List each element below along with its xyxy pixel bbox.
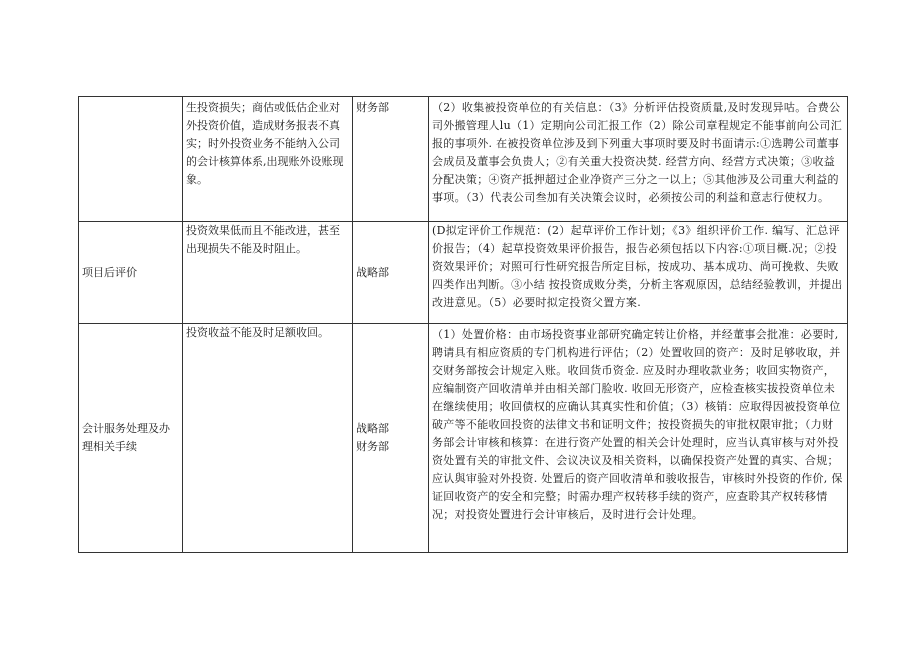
control-cell: (D拟定评价工作规范：(2）起草评价工作计划；《3》组织评价工作. 编写、汇总评价报告；（4）起草投资效果评价报告，报告必须包括以下内容:①项目概.况；②投资效果评价；对照可行性研究报告所定目标，按成功、基本成功、尚可挽救、失败四类作出判断。③小结 按投资成败分类，分析主客观原因，总结经验教训，并提出改进意见。（5）必要时拟定投资父置方案. [429,222,848,324]
item-cell: 会计服务处理及办理相关手续 [79,324,183,553]
dept-cell: 战略部 财务部 [353,324,429,553]
control-table [78,96,848,553]
table-row [79,97,848,222]
control-cell: （1）处置价格：由市场投资事业部研究确定转让价格，并经董事会批准：必要时, 聘请具有相应资质的专门机构进行评估；（2）处置收回的资产：及时足够收取，并交财务部按会计规定入账。收回货币资金. 应及时办理收款业务；收回实物资产，应编制资产回收清单并由相关部门脸收. 收回无形资产，应检查核实拔投资单位未在继续使用；收回债权的应确认其真实性和价值；（3）核销：应取得因被投资单位破产等不能收回投资的法律文书和证明文件；按投资损失的审批权限审批；（力财务部会计审核和核算：在进行资产处置的相关会计处理时，应当认真审核与对外投资处置有关的审批文件、会议决议及相关资料，以确保投资产处置的真实、合规；应认與审验对外投资. 处置后的资产回收清单和骏收报告，审核时外投资的作价, 保证回收资产的安全和完整；时需办理产权转移手续的资产，应查聆其产权转移情况；对投资处置进行会计审核后，及时进行会计处理。 [429,324,848,553]
dept-cell: 财务部 [353,97,429,222]
control-cell: （2）收集被投资单位的有关信息：（3》分析评估投资质量,及时发现异咕。合费公司外搬管理人lu（1）定期向公司汇报工作（2）除公司章程规定不能事前向公司汇报的事项外. 在被投资单位涉及到下列重大事项时要及时书面请示:①选聘公司董事会成员及董事会负贵人；②有关重大投资决焚. 经营方向、经营方式决策；③收益分配决策；④资产抵押超过企业净资产三分之一以上；⑤其他涉及公司重大利益的事项。（3）代表公司叁加有关决策会议时，必须按公司的利益和意志行使权力。 [429,97,848,222]
table-row [79,324,848,553]
risk-cell: 投资收益不能及时足额收回。 [183,324,353,553]
table-row [79,222,848,324]
risk-cell: 投资效果低而且不能改进，甚至出现损失不能及时阻止。 [183,222,353,324]
item-cell: 项目后评价 [79,222,183,324]
risk-cell: 生投资损失；商估或低估企业对外投资价值，造成财务报表不真实；时外投资业务不能纳入公司的会计核算体系,出现账外设账现象。 [183,97,353,222]
item-cell [79,97,183,222]
dept-cell: 战略部 [353,222,429,324]
